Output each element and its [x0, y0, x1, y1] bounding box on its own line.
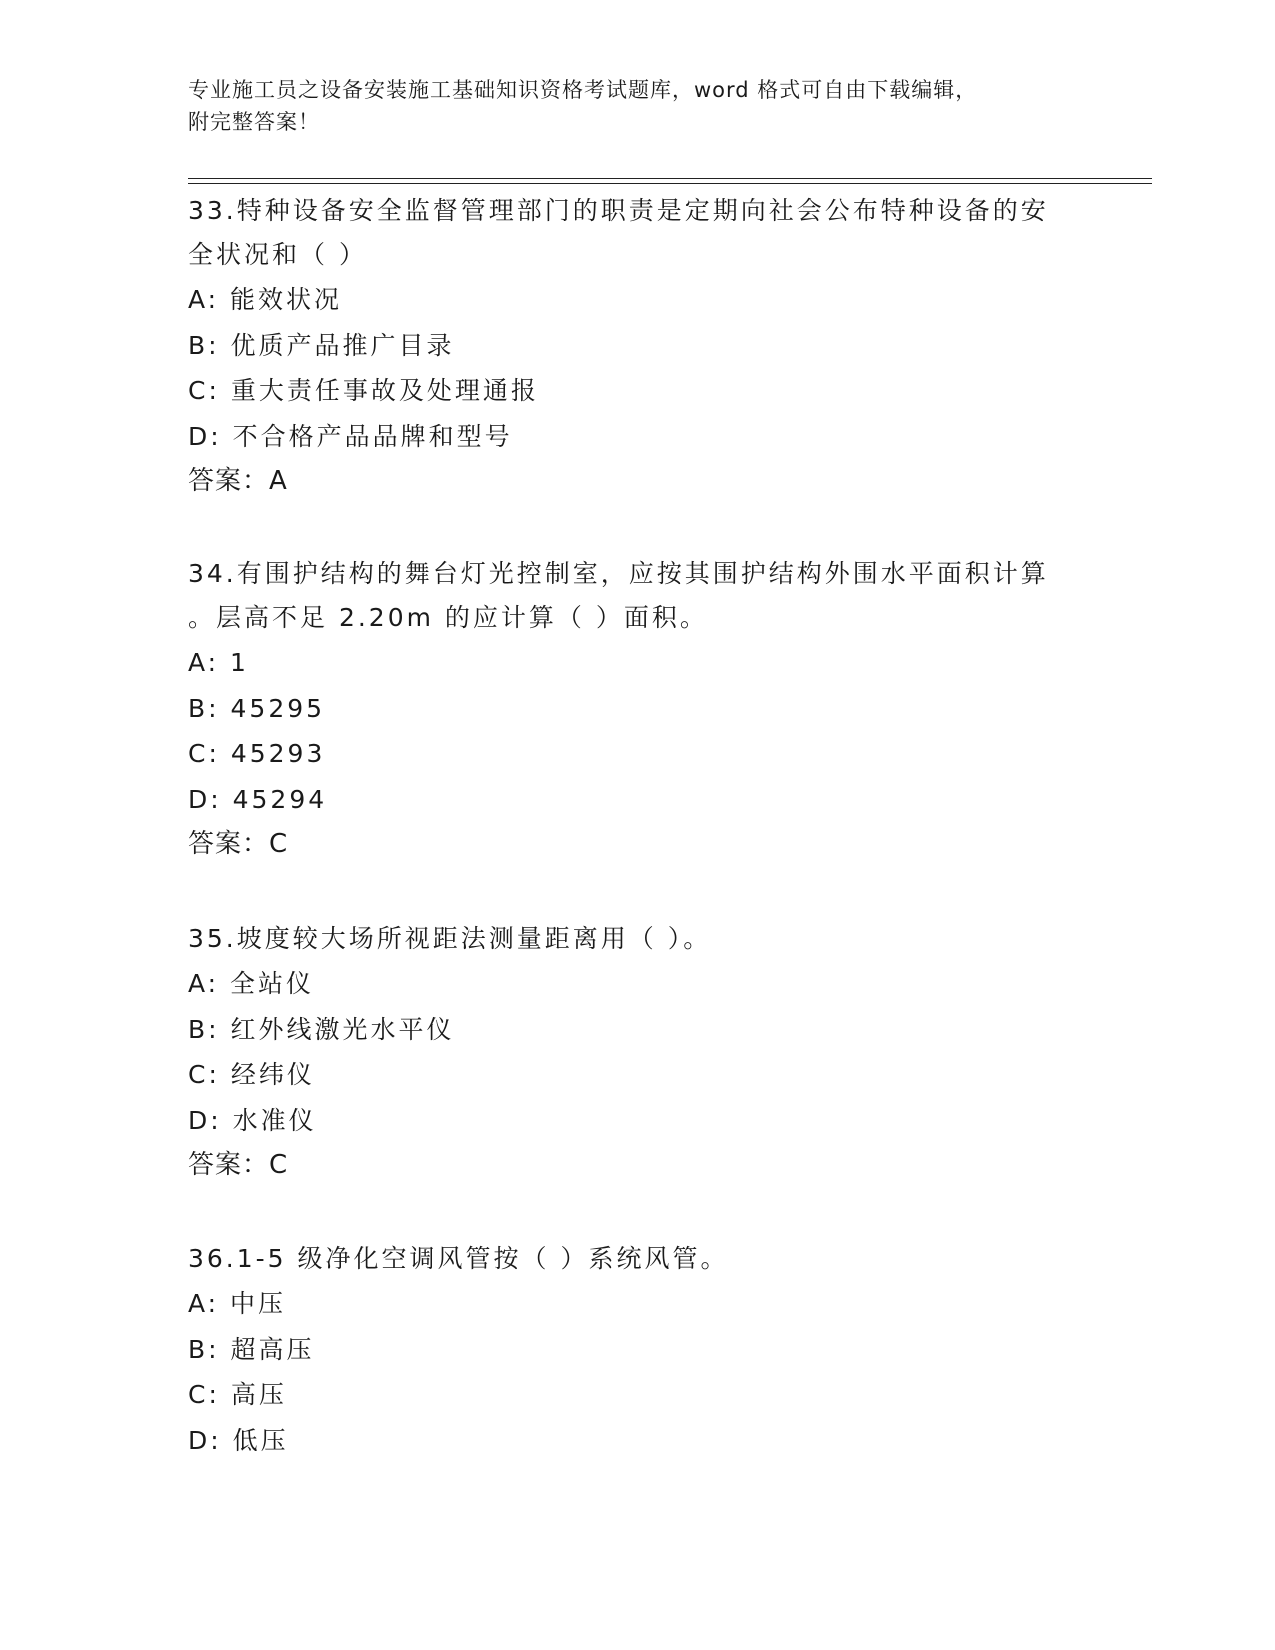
option-d: D: 不合格产品品牌和型号	[188, 421, 513, 451]
header-line-1: 专业施工员之设备安装施工基础知识资格考试题库，word 格式可自由下载编辑，	[188, 78, 978, 102]
answer: 答案：C	[188, 1150, 289, 1180]
answer: 答案：C	[188, 829, 289, 859]
question-34	[188, 552, 1088, 868]
header-line-2: 附完整答案！	[188, 110, 320, 134]
option-c: C: 重大责任事故及处理通报	[188, 376, 539, 405]
question-stem: 33.特种设备安全监督管理部门的职责是定期向社会公布特种设备的安	[188, 196, 1049, 225]
option-a: A: 中压	[188, 1289, 287, 1318]
question-stem: 34.有围护结构的舞台灯光控制室，应按其围护结构外围水平面积计算	[188, 559, 1049, 588]
option-a: A: 1	[188, 648, 249, 677]
document-header	[188, 74, 1088, 138]
question-stem-continued: 。层高不足 2.20m 的应计算（ ）面积。	[188, 603, 708, 632]
option-d: D: 45294	[188, 784, 328, 814]
option-b: B: 45295	[188, 693, 326, 723]
answer: 答案：A	[188, 466, 288, 496]
option-c: C: 45293	[188, 739, 326, 768]
option-a: A: 全站仪	[188, 969, 315, 998]
question-35	[188, 917, 1088, 1189]
header-divider-top	[188, 178, 1152, 179]
option-b: B: 优质产品推广目录	[188, 330, 455, 360]
question-33	[188, 189, 1088, 505]
option-d: D: 低压	[188, 1425, 289, 1455]
question-stem-continued: 全状况和（ ）	[188, 240, 367, 269]
header-divider-bottom	[188, 183, 1152, 184]
question-36	[188, 1237, 1088, 1463]
question-stem: 36.1-5 级净化空调风管按（ ）系统风管。	[188, 1244, 729, 1273]
option-c: C: 经纬仪	[188, 1060, 315, 1089]
option-d: D: 水准仪	[188, 1105, 317, 1135]
option-c: C: 高压	[188, 1380, 287, 1409]
option-a: A: 能效状况	[188, 285, 343, 314]
option-b: B: 超高压	[188, 1334, 315, 1364]
question-stem: 35.坡度较大场所视距法测量距离用（ ）。	[188, 924, 712, 953]
option-b: B: 红外线激光水平仪	[188, 1014, 455, 1044]
